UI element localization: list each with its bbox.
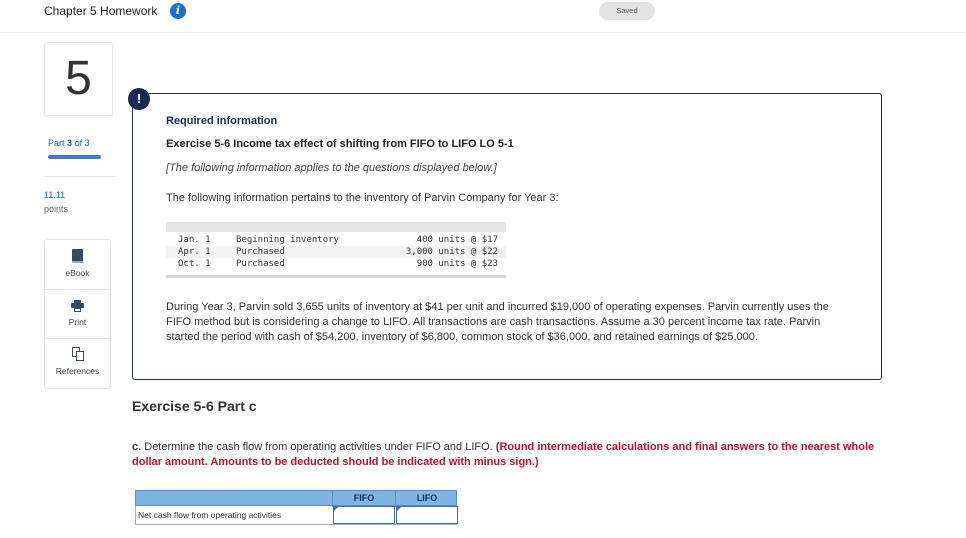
- alert-icon: !: [128, 88, 150, 110]
- row-label: Net cash flow from operating activities: [138, 510, 282, 520]
- references-icon: [71, 347, 84, 362]
- input-marker: [397, 506, 402, 511]
- row-date: Jan. 1: [178, 235, 211, 245]
- part-of: of 3: [74, 138, 90, 148]
- row-qty: 400 units @ $17: [416, 235, 498, 245]
- question-warning: (Round intermediate calculations and final answers to the nearest whole dollar amount. Amounts to be deducted should be indicated with minus sign.): [132, 441, 875, 468]
- row-date: Apr. 1: [178, 247, 211, 257]
- row-date: Oct. 1: [178, 259, 211, 269]
- table-row: [135, 506, 457, 525]
- question-number-box: [44, 42, 113, 116]
- required-info-title: Required information: [166, 115, 278, 127]
- table-row: [166, 258, 506, 270]
- question-lead: c.: [132, 441, 142, 453]
- print-button[interactable]: [45, 289, 110, 339]
- part-indicator: [48, 138, 90, 148]
- input-marker: [334, 506, 339, 511]
- applies-note: [The following information applies to the questions displayed below.]: [166, 162, 497, 174]
- divider: [44, 176, 116, 177]
- exercise-title: Exercise 5-6 Income tax effect of shifting from FIFO to LIFO LO 5-1: [166, 138, 514, 150]
- inventory-table: [166, 222, 506, 278]
- row-qty: 3,000 units @ $22: [405, 247, 498, 257]
- fifo-input[interactable]: [333, 506, 395, 524]
- ebook-label: eBook: [65, 268, 90, 278]
- question-body: Determine the cash flow from operating activities under FIFO and LIFO.: [141, 441, 496, 453]
- part-progress-bar: [48, 155, 101, 159]
- question-number: 5: [65, 52, 92, 105]
- part-prefix: Part: [48, 138, 65, 148]
- question-text: [132, 440, 892, 470]
- part-current: 3: [67, 138, 73, 148]
- print-label: Print: [68, 317, 87, 327]
- fifo-column-header: FIFO: [332, 491, 395, 507]
- part-heading: Exercise 5-6 Part c: [132, 398, 257, 414]
- table-top-bar: [166, 222, 506, 232]
- row-desc: Beginning inventory: [236, 235, 339, 245]
- points-label: points: [44, 204, 69, 214]
- references-button[interactable]: [45, 338, 110, 387]
- tools-panel: [44, 239, 111, 389]
- table-row: [166, 234, 506, 246]
- info-icon[interactable]: i: [170, 3, 186, 19]
- printer-icon: [71, 298, 84, 313]
- top-bar: [0, 0, 966, 33]
- problem-paragraph: During Year 3, Parvin sold 3,655 units of inventory at $41 per unit and incurred $19,000 of operating expenses. Parvin currently uses the FIFO method but is considering a change to LIFO. All transactions are cash transactions. Assume a 30 percent income tax rate. Parvin started the period with cash of $54,200, inventory of $6,800, common stock of $36,000, and retained earnings of $25,000.: [166, 301, 829, 343]
- assignment-title: Chapter 5 Homework: [44, 4, 158, 18]
- intro-text: The following information pertains to the inventory of Parvin Company for Year 3:: [166, 192, 559, 204]
- table-row: [166, 246, 506, 258]
- lifo-input[interactable]: [396, 506, 458, 524]
- book-icon: [71, 249, 84, 264]
- table-bottom-bar: [166, 275, 506, 278]
- row-desc: Purchased: [236, 247, 285, 257]
- answer-table-header: [135, 490, 457, 506]
- points-value: 11.11: [44, 190, 66, 200]
- ebook-button[interactable]: [45, 240, 110, 290]
- references-label: References: [55, 366, 100, 376]
- saved-status-badge: Saved: [599, 2, 655, 20]
- row-qty: 900 units @ $23: [416, 259, 498, 269]
- row-desc: Purchased: [236, 259, 285, 269]
- lifo-column-header: LIFO: [395, 491, 458, 507]
